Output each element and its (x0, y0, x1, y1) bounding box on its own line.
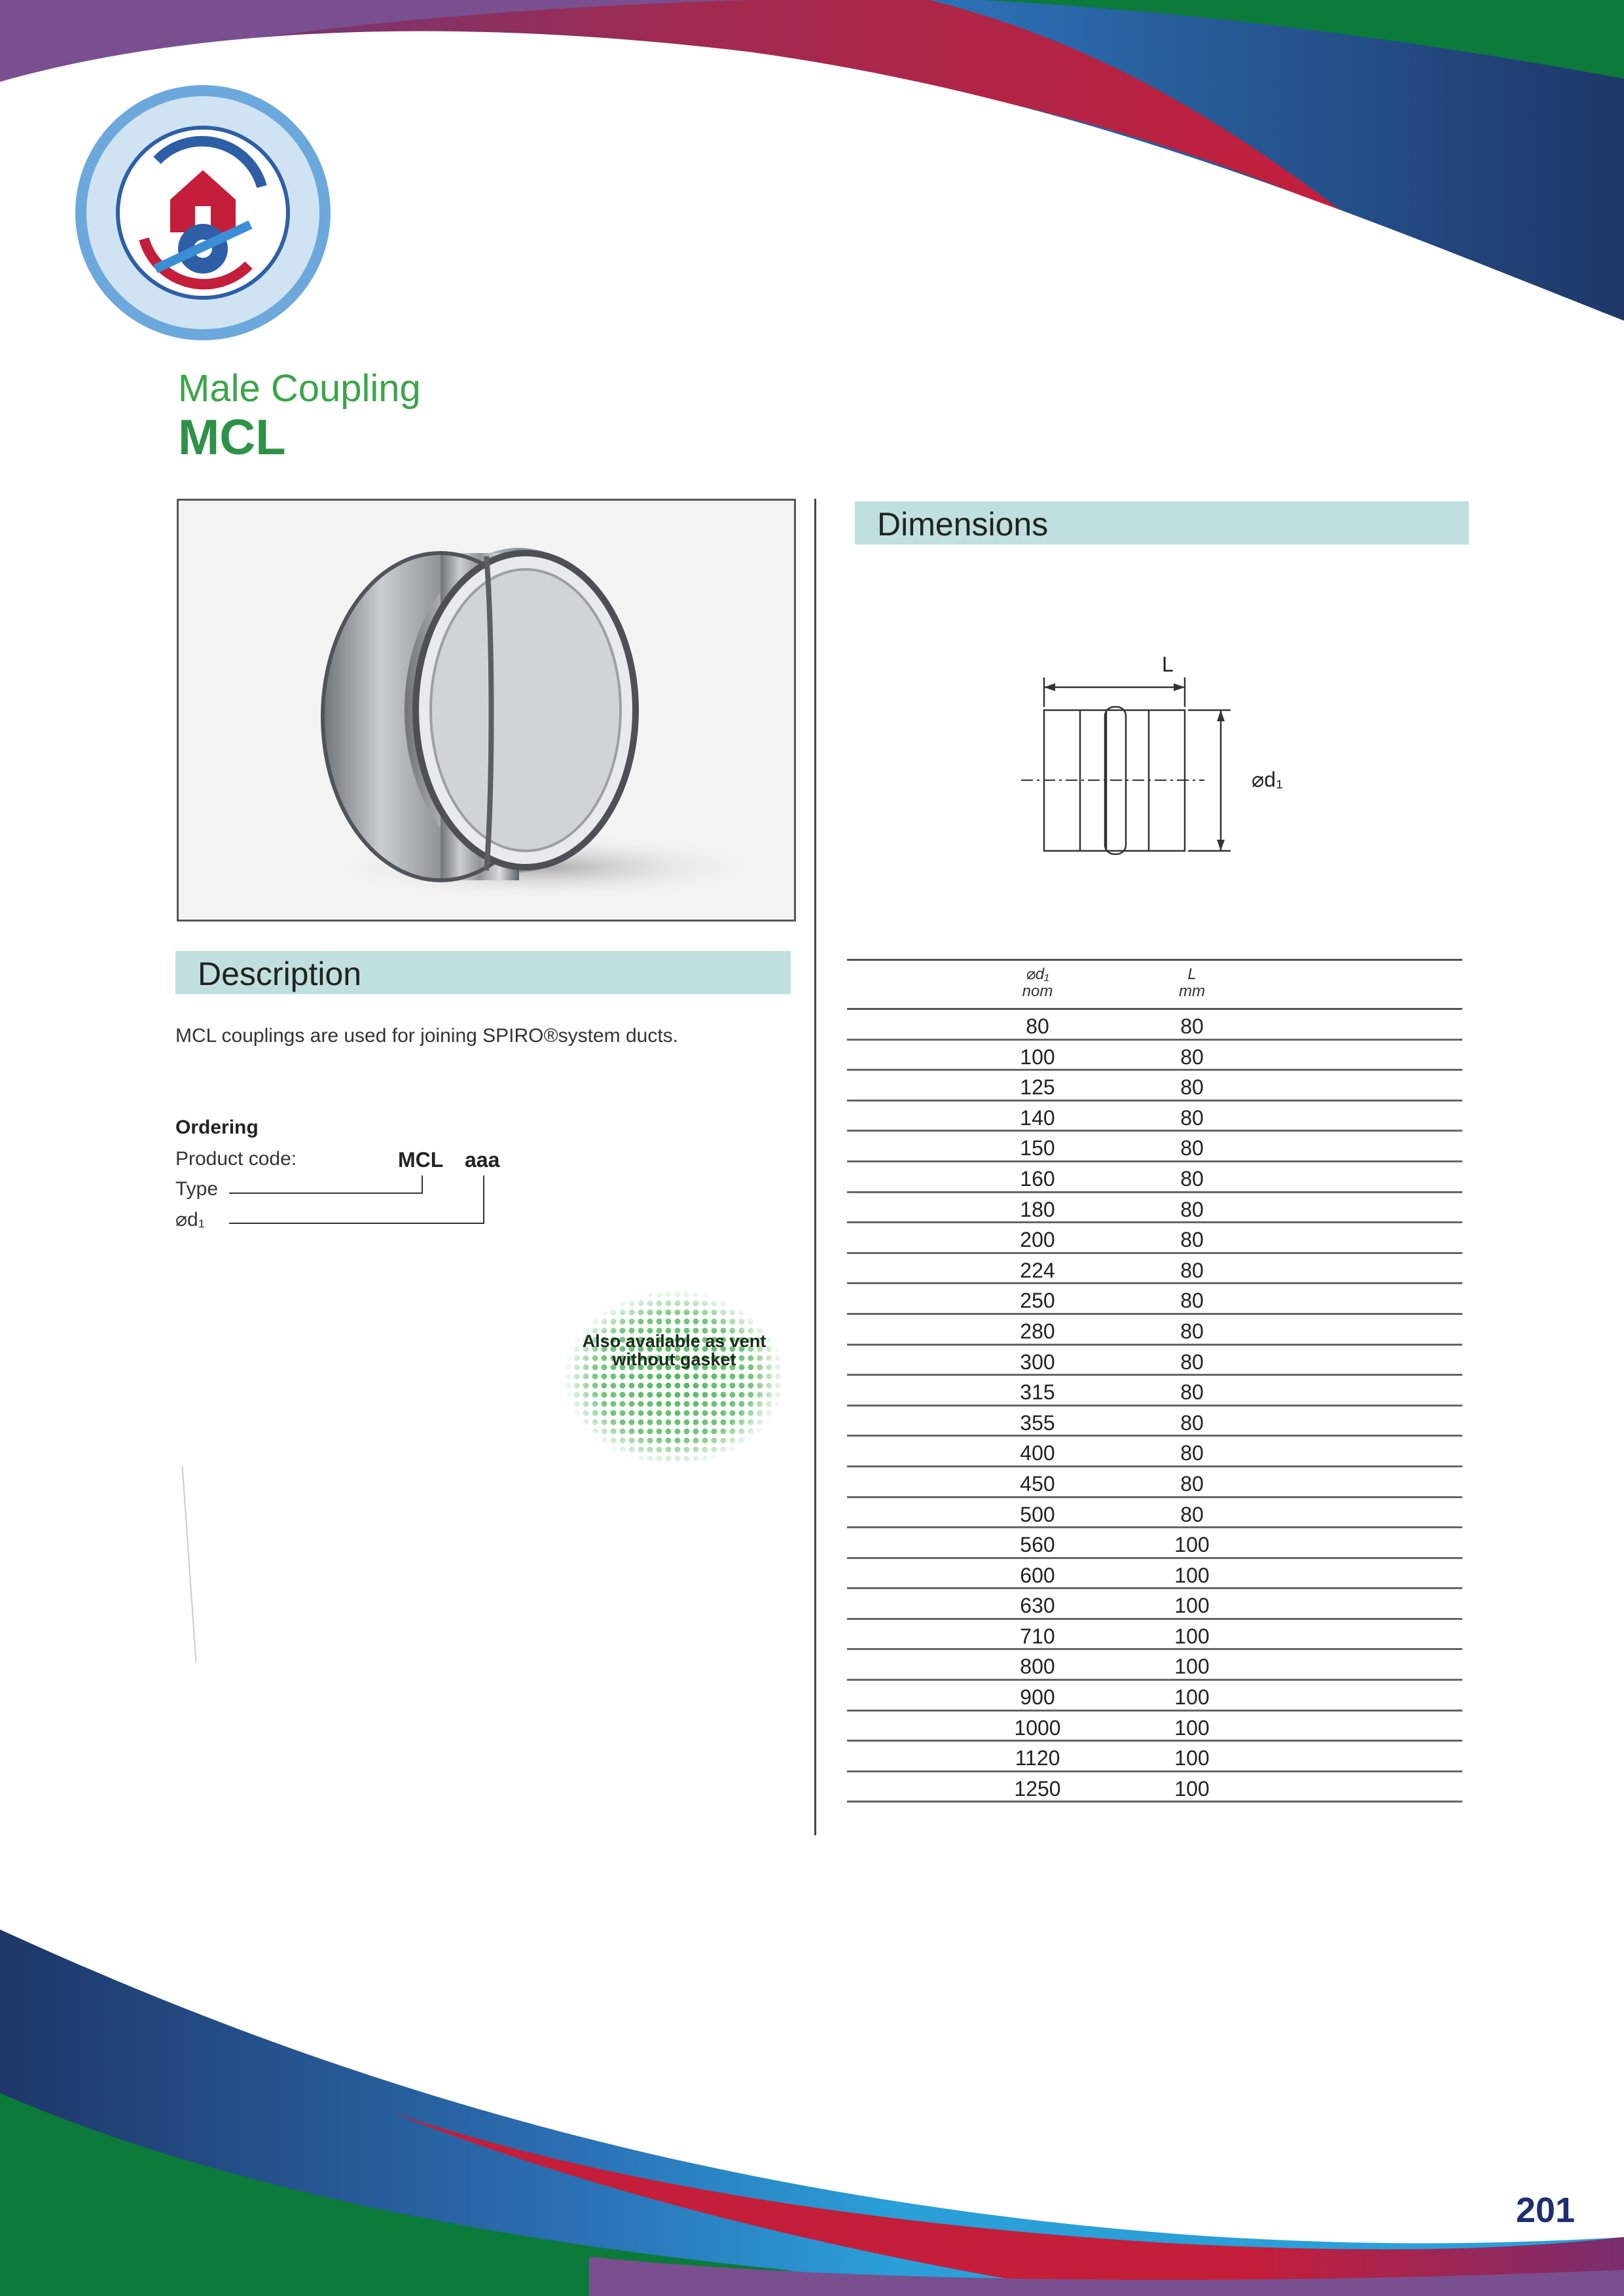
diameter-cell: 280 (1020, 1319, 1055, 1343)
table-row (847, 1132, 1462, 1162)
diameter-cell: 1000 (1014, 1715, 1061, 1740)
table-row (847, 1346, 1462, 1376)
length-cell: 80 (1180, 1197, 1204, 1221)
product-photo (177, 499, 796, 922)
description-heading: Description (198, 956, 362, 992)
dimensions-heading-band (855, 501, 1469, 545)
product-title: MCL (178, 410, 286, 465)
length-cell: 80 (1180, 1136, 1204, 1160)
diameter-cell: 630 (1020, 1594, 1055, 1618)
length-cell: 100 (1174, 1563, 1210, 1587)
table-row (847, 1315, 1462, 1346)
length-cell: 100 (1174, 1746, 1210, 1770)
col1-header (972, 966, 1103, 1000)
description-text: MCL couplings are used for joining SPIRO®system ducts. (175, 1025, 678, 1047)
table-row (847, 1650, 1462, 1681)
length-cell: 100 (1174, 1776, 1210, 1801)
dimension-diagram (995, 622, 1335, 870)
diameter-cell: 125 (1020, 1075, 1055, 1100)
length-cell: 100 (1174, 1685, 1210, 1710)
length-cell: 80 (1180, 1471, 1204, 1496)
product-code-suffix: aaa (465, 1148, 500, 1172)
table-header (847, 959, 1462, 1010)
col1-header-symbol: ⌀d₁ (1026, 965, 1049, 983)
diameter-cell: 355 (1020, 1410, 1055, 1435)
product-code-main: MCL (398, 1148, 444, 1172)
coupling-illustration (179, 501, 794, 920)
column-divider (814, 499, 816, 1835)
length-cell: 80 (1180, 1410, 1204, 1435)
length-cell: 80 (1180, 1319, 1204, 1343)
length-cell: 80 (1180, 1380, 1204, 1405)
table-row (847, 1742, 1462, 1772)
table-row (847, 1376, 1462, 1407)
diameter-cell: 200 (1020, 1228, 1055, 1252)
col1-header-unit: nom (1022, 982, 1053, 1000)
table-row (847, 1223, 1462, 1254)
table-row (847, 1437, 1462, 1467)
length-cell: 100 (1174, 1533, 1210, 1557)
table-row (847, 1102, 1462, 1132)
length-cell: 100 (1174, 1594, 1210, 1618)
diameter-cell: 1250 (1014, 1776, 1061, 1801)
company-logo (72, 82, 334, 344)
dimensions-table (847, 959, 1462, 1803)
length-cell: 80 (1180, 1014, 1204, 1038)
scan-artifact-line (182, 1466, 197, 1662)
ordering-heading: Ordering (175, 1117, 259, 1138)
diameter-cell: 150 (1020, 1136, 1055, 1160)
diameter-cell: 500 (1020, 1502, 1055, 1526)
table-row (847, 1071, 1462, 1102)
length-cell: 80 (1180, 1441, 1204, 1465)
diameter-cell: 100 (1020, 1045, 1055, 1069)
diameter-cell: 180 (1020, 1197, 1055, 1221)
table-row (847, 1467, 1462, 1498)
length-cell: 80 (1180, 1258, 1204, 1282)
diameter-label: ⌀d₁ (175, 1209, 205, 1230)
page-number: 201 (1515, 2191, 1575, 2230)
table-row (847, 1162, 1462, 1193)
col2-header (1127, 966, 1257, 1000)
length-cell: 80 (1180, 1228, 1204, 1252)
bottom-wave-decoration (0, 1929, 1624, 2296)
diameter-cell: 315 (1020, 1380, 1055, 1405)
table-row (847, 1772, 1462, 1803)
type-leader-line (229, 1193, 423, 1194)
length-cell: 80 (1180, 1105, 1204, 1130)
type-leader-riser (422, 1175, 423, 1194)
diameter-leader-riser (483, 1175, 484, 1224)
diameter-leader-line (229, 1223, 484, 1224)
length-cell: 100 (1174, 1715, 1210, 1740)
table-row (847, 1284, 1462, 1315)
diameter-cell: 800 (1020, 1655, 1055, 1679)
length-cell: 80 (1180, 1289, 1204, 1313)
diameter-cell: 80 (1026, 1014, 1049, 1038)
length-cell: 80 (1180, 1075, 1204, 1100)
table-row (847, 1010, 1462, 1041)
product-subtitle: Male Coupling (178, 367, 421, 410)
table-row (847, 1528, 1462, 1559)
diagram-length-label: L (1162, 653, 1174, 676)
table-row (847, 1589, 1462, 1620)
diameter-cell: 560 (1020, 1533, 1055, 1557)
diameter-cell: 224 (1020, 1258, 1055, 1282)
diameter-cell: 710 (1020, 1624, 1055, 1648)
diameter-cell: 400 (1020, 1441, 1055, 1465)
diagram-diameter-label: ⌀d₁ (1252, 768, 1283, 791)
table-row (847, 1681, 1462, 1712)
diameter-cell: 900 (1020, 1685, 1055, 1710)
badge-text: Also available as vent without gasket (582, 1331, 767, 1369)
length-cell: 100 (1174, 1624, 1210, 1648)
table-body (847, 1010, 1462, 1803)
col2-header-symbol: L (1187, 965, 1197, 983)
table-row (847, 1620, 1462, 1651)
length-cell: 100 (1174, 1655, 1210, 1679)
diameter-cell: 160 (1020, 1166, 1055, 1191)
table-row (847, 1559, 1462, 1590)
diameter-cell: 300 (1020, 1350, 1055, 1374)
diameter-cell: 600 (1020, 1563, 1055, 1587)
length-cell: 80 (1180, 1166, 1204, 1191)
col2-header-unit: mm (1179, 982, 1205, 1000)
table-row (847, 1193, 1462, 1224)
table-row (847, 1254, 1462, 1285)
length-cell: 80 (1180, 1045, 1204, 1069)
length-cell: 80 (1180, 1350, 1204, 1374)
type-label: Type (175, 1178, 219, 1200)
table-row (847, 1498, 1462, 1529)
length-cell: 80 (1180, 1502, 1204, 1526)
diameter-cell: 1120 (1015, 1746, 1060, 1770)
table-row (847, 1041, 1462, 1071)
table-row (847, 1712, 1462, 1742)
product-code-label: Product code: (175, 1148, 297, 1170)
diameter-cell: 250 (1020, 1289, 1055, 1313)
diameter-cell: 140 (1020, 1105, 1055, 1130)
dimensions-heading: Dimensions (877, 506, 1049, 543)
diameter-cell: 450 (1020, 1471, 1055, 1496)
table-row (847, 1407, 1462, 1437)
description-heading-band (175, 951, 791, 994)
halftone-badge (563, 1289, 785, 1466)
